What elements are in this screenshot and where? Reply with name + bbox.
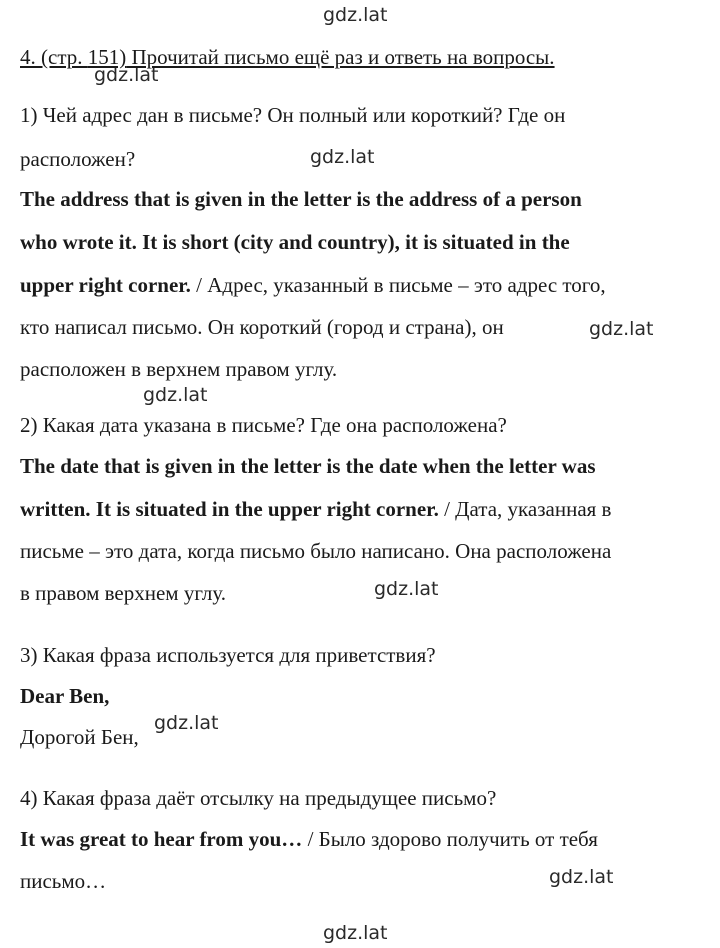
task-instruction: Прочитай письмо ещё раз и ответь на вопросы. <box>131 45 555 69</box>
q1-answer-en-line3: upper right corner. <box>20 273 191 297</box>
q4-question: 4) Какая фраза даёт отсылку на предыдущее письмо? <box>20 786 497 810</box>
watermark: gdz.lat <box>154 712 219 734</box>
q1-answer-en-line2: who wrote it. It is short (city and country), it is situated in the <box>20 230 570 254</box>
q4-answer-ru-line2: письмо… <box>20 869 107 893</box>
q2-answer-en-line2: written. It is situated in the upper right corner. <box>20 497 439 521</box>
q2-answer-line2 <box>20 496 611 522</box>
watermark: gdz.lat <box>589 318 654 340</box>
q1-answer-ru-line2: кто написал письмо. Он короткий (город и страна), он <box>20 315 504 339</box>
q2-question: 2) Какая дата указана в письме? Где она расположена? <box>20 413 507 437</box>
task-page: 151) <box>87 45 127 69</box>
q3-answer-en: Dear Ben, <box>20 684 110 708</box>
watermark: gdz.lat <box>374 578 439 600</box>
q1-question-line2: расположен? <box>20 147 136 171</box>
watermark: gdz.lat <box>143 384 208 406</box>
q1-answer-line3 <box>20 272 606 298</box>
watermark: gdz.lat <box>323 4 388 26</box>
q2-answer-ru-line2: письме – это дата, когда письмо было написано. Она расположена <box>20 539 612 563</box>
task-heading <box>20 44 555 70</box>
q2-answer-ru-part1: / Дата, указанная в <box>438 497 612 521</box>
q1-answer-ru-line3: расположен в верхнем правом углу. <box>20 357 338 381</box>
q4-answer-en: It was great to hear from you… <box>20 827 303 851</box>
q3-question: 3) Какая фраза используется для приветствия? <box>20 643 436 667</box>
watermark: gdz.lat <box>323 922 388 944</box>
q4-answer-line1 <box>20 826 598 852</box>
watermark: gdz.lat <box>94 64 159 86</box>
q2-answer-en-line1: The date that is given in the letter is the date when the letter was <box>20 454 596 478</box>
q1-answer-en-line1: The address that is given in the letter is the address of a person <box>20 187 582 211</box>
q1-question-line1: 1) Чей адрес дан в письме? Он полный или короткий? Где он <box>20 103 566 127</box>
q1-answer-ru-part1: / Адрес, указанный в письме – это адрес того, <box>190 273 606 297</box>
watermark: gdz.lat <box>549 866 614 888</box>
task-number: 4. (стр. <box>20 45 83 69</box>
watermark: gdz.lat <box>310 146 375 168</box>
q2-answer-ru-line3: в правом верхнем углу. <box>20 581 227 605</box>
q3-answer-ru: Дорогой Бен, <box>20 725 139 749</box>
q4-answer-ru-part1: / Было здорово получить от тебя <box>302 827 598 851</box>
